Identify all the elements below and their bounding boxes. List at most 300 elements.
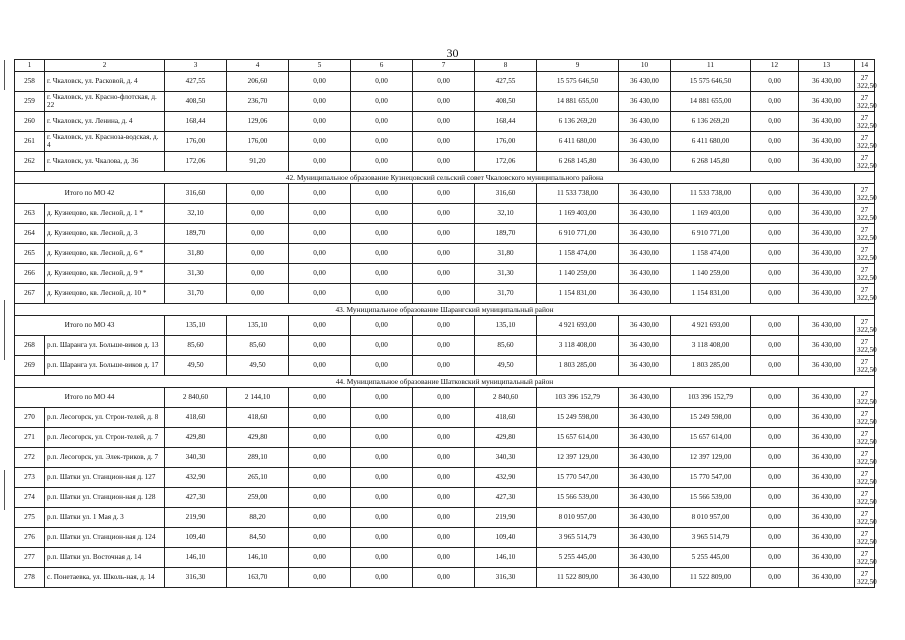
scan-edge-mark xyxy=(4,60,5,90)
row-number: 269 xyxy=(15,356,45,376)
cell-c7: 0,00 xyxy=(413,568,475,588)
address-cell: г. Чкаловск, ул. Расковой, д. 4 xyxy=(45,72,165,92)
cell-c10: 36 430,00 xyxy=(619,224,671,244)
cell-c6: 0,00 xyxy=(351,204,413,224)
column-header-6: 6 xyxy=(351,60,413,72)
housing-register-table xyxy=(14,59,875,588)
address-cell: р.п. Шатки ул. Станцион-ная д. 128 xyxy=(45,488,165,508)
cell-c12: 0,00 xyxy=(751,528,799,548)
cell-c3: 2 840,60 xyxy=(165,388,227,408)
cell-col14-top: 27 xyxy=(860,509,869,518)
cell-c5: 0,00 xyxy=(289,528,351,548)
cell-c9: 5 255 445,00 xyxy=(537,548,619,568)
cell-c6: 0,00 xyxy=(351,244,413,264)
cell-c12: 0,00 xyxy=(751,388,799,408)
cell-c5: 0,00 xyxy=(289,112,351,132)
cell-col14-top: 27 xyxy=(860,337,869,346)
cell-c3: 109,40 xyxy=(165,528,227,548)
cell-c3: 31,70 xyxy=(165,284,227,304)
cell-c3: 172,06 xyxy=(165,152,227,172)
cell-c3: 429,80 xyxy=(165,428,227,448)
cell-c11: 6 411 680,00 xyxy=(671,132,751,152)
section-title: 43. Муниципальное образование Шарангский муниципальный район xyxy=(15,304,875,316)
cell-col14-top: 27 xyxy=(860,317,869,326)
cell-c11: 14 881 655,00 xyxy=(671,92,751,112)
cell-c6: 0,00 xyxy=(351,388,413,408)
cell-col14-bottom: 322,50 xyxy=(857,81,877,90)
cell-c6: 0,00 xyxy=(351,316,413,336)
cell-c12: 0,00 xyxy=(751,264,799,284)
table-row xyxy=(15,336,875,356)
cell-col14 xyxy=(855,528,875,548)
cell-c10: 36 430,00 xyxy=(619,568,671,588)
cell-c4: 418,60 xyxy=(227,408,289,428)
cell-c10: 36 430,00 xyxy=(619,428,671,448)
address-cell: р.п. Шатки ул. Станцион-ная д. 124 xyxy=(45,528,165,548)
section-title: 44. Муниципальное образование Шатковский муниципальный район xyxy=(15,376,875,388)
cell-c5: 0,00 xyxy=(289,448,351,468)
cell-col14 xyxy=(855,92,875,112)
cell-col14-top: 27 xyxy=(860,265,869,274)
cell-c9: 1 803 285,00 xyxy=(537,356,619,376)
address-cell: д. Кузнецово, кв. Лесной, д. 1 * xyxy=(45,204,165,224)
cell-c5: 0,00 xyxy=(289,244,351,264)
address-cell: г. Чкаловск, ул. Чкалова, д. 36 xyxy=(45,152,165,172)
cell-c7: 0,00 xyxy=(413,548,475,568)
row-number: 271 xyxy=(15,428,45,448)
cell-c12: 0,00 xyxy=(751,488,799,508)
column-header-2: 2 xyxy=(45,60,165,72)
cell-c4: 0,00 xyxy=(227,284,289,304)
cell-c6: 0,00 xyxy=(351,224,413,244)
cell-c6: 0,00 xyxy=(351,568,413,588)
table-row xyxy=(15,428,875,448)
cell-c13: 36 430,00 xyxy=(799,112,855,132)
table-row xyxy=(15,112,875,132)
cell-c7: 0,00 xyxy=(413,468,475,488)
cell-c12: 0,00 xyxy=(751,316,799,336)
address-cell: с. Понетаевка, ул. Школь-ная, д. 14 xyxy=(45,568,165,588)
section-title: 42. Муниципальное образование Кузнецовский сельский совет Чкаловского муниципального района xyxy=(15,172,875,184)
cell-c12: 0,00 xyxy=(751,132,799,152)
cell-c9: 8 010 957,00 xyxy=(537,508,619,528)
cell-c4: 259,00 xyxy=(227,488,289,508)
address-cell: д. Кузнецово, кв. Лесной, д. 10 * xyxy=(45,284,165,304)
row-number: 275 xyxy=(15,508,45,528)
address-cell: г. Чкаловск, ул. Ленина, д. 4 xyxy=(45,112,165,132)
table-row xyxy=(15,528,875,548)
cell-col14 xyxy=(855,336,875,356)
cell-c10: 36 430,00 xyxy=(619,388,671,408)
column-header-12: 12 xyxy=(751,60,799,72)
address-cell: д. Кузнецово, кв. Лесной, д. 6 * xyxy=(45,244,165,264)
cell-col14 xyxy=(855,184,875,204)
cell-col14-top: 27 xyxy=(860,569,869,578)
column-header-7: 7 xyxy=(413,60,475,72)
cell-col14 xyxy=(855,284,875,304)
cell-c8: 176,00 xyxy=(475,132,537,152)
cell-col14 xyxy=(855,388,875,408)
cell-c3: 219,90 xyxy=(165,508,227,528)
cell-c7: 0,00 xyxy=(413,264,475,284)
column-header-5: 5 xyxy=(289,60,351,72)
row-number: 277 xyxy=(15,548,45,568)
cell-c5: 0,00 xyxy=(289,488,351,508)
cell-col14-top: 27 xyxy=(860,357,869,366)
cell-c7: 0,00 xyxy=(413,316,475,336)
cell-c5: 0,00 xyxy=(289,204,351,224)
cell-c4: 206,60 xyxy=(227,72,289,92)
cell-c8: 316,30 xyxy=(475,568,537,588)
address-cell: р.п. Шатки ул. Станцион-ная д. 127 xyxy=(45,468,165,488)
address-cell: р.п. Шаранга ул. Больше-виков д. 17 xyxy=(45,356,165,376)
cell-c7: 0,00 xyxy=(413,528,475,548)
cell-c11: 103 396 152,79 xyxy=(671,388,751,408)
cell-c3: 316,60 xyxy=(165,184,227,204)
cell-c11: 15 657 614,00 xyxy=(671,428,751,448)
cell-c10: 36 430,00 xyxy=(619,468,671,488)
table-row xyxy=(15,408,875,428)
cell-c13: 36 430,00 xyxy=(799,428,855,448)
cell-c3: 189,70 xyxy=(165,224,227,244)
row-number: 263 xyxy=(15,204,45,224)
cell-c5: 0,00 xyxy=(289,184,351,204)
cell-col14-top: 27 xyxy=(860,153,869,162)
cell-c11: 3 965 514,79 xyxy=(671,528,751,548)
cell-col14 xyxy=(855,316,875,336)
cell-c3: 340,30 xyxy=(165,448,227,468)
cell-c12: 0,00 xyxy=(751,428,799,448)
cell-c6: 0,00 xyxy=(351,548,413,568)
cell-c10: 36 430,00 xyxy=(619,508,671,528)
cell-col14-bottom: 322,50 xyxy=(857,417,877,426)
cell-col14 xyxy=(855,204,875,224)
row-number: 272 xyxy=(15,448,45,468)
cell-c11: 3 118 408,00 xyxy=(671,336,751,356)
cell-c8: 146,10 xyxy=(475,548,537,568)
total-row xyxy=(15,388,875,408)
cell-c13: 36 430,00 xyxy=(799,468,855,488)
column-header-9: 9 xyxy=(537,60,619,72)
table-row xyxy=(15,508,875,528)
row-number: 264 xyxy=(15,224,45,244)
address-cell: д. Кузнецово, кв. Лесной, д. 3 xyxy=(45,224,165,244)
address-cell: р.п. Шатки ул. Восточная д. 14 xyxy=(45,548,165,568)
cell-col14-top: 27 xyxy=(860,225,869,234)
cell-c10: 36 430,00 xyxy=(619,528,671,548)
cell-c5: 0,00 xyxy=(289,356,351,376)
cell-c4: 129,06 xyxy=(227,112,289,132)
cell-col14-top: 27 xyxy=(860,205,869,214)
table-row xyxy=(15,72,875,92)
row-number: 260 xyxy=(15,112,45,132)
cell-c4: 265,10 xyxy=(227,468,289,488)
cell-c11: 11 522 809,00 xyxy=(671,568,751,588)
cell-c6: 0,00 xyxy=(351,284,413,304)
cell-col14-bottom: 322,50 xyxy=(857,101,877,110)
cell-col14 xyxy=(855,448,875,468)
address-cell: г. Чкаловск, ул. Красно-флотская, д. 22 xyxy=(45,92,165,112)
column-number-header xyxy=(15,60,875,72)
cell-c13: 36 430,00 xyxy=(799,408,855,428)
table-row xyxy=(15,224,875,244)
cell-c9: 1 140 259,00 xyxy=(537,264,619,284)
cell-col14-top: 27 xyxy=(860,73,869,82)
row-number: 262 xyxy=(15,152,45,172)
cell-c11: 1 803 285,00 xyxy=(671,356,751,376)
cell-c7: 0,00 xyxy=(413,408,475,428)
cell-c8: 418,60 xyxy=(475,408,537,428)
cell-c13: 36 430,00 xyxy=(799,508,855,528)
cell-col14-bottom: 322,50 xyxy=(857,457,877,466)
cell-c3: 85,60 xyxy=(165,336,227,356)
cell-col14-top: 27 xyxy=(860,133,869,142)
cell-c8: 340,30 xyxy=(475,448,537,468)
cell-c8: 85,60 xyxy=(475,336,537,356)
column-header-13: 13 xyxy=(799,60,855,72)
cell-col14-top: 27 xyxy=(860,409,869,418)
cell-c8: 168,44 xyxy=(475,112,537,132)
cell-c8: 189,70 xyxy=(475,224,537,244)
cell-c5: 0,00 xyxy=(289,548,351,568)
cell-c11: 11 533 738,00 xyxy=(671,184,751,204)
cell-c6: 0,00 xyxy=(351,132,413,152)
cell-c8: 32,10 xyxy=(475,204,537,224)
table-row xyxy=(15,264,875,284)
cell-c8: 172,06 xyxy=(475,152,537,172)
cell-c4: 135,10 xyxy=(227,316,289,336)
cell-c13: 36 430,00 xyxy=(799,264,855,284)
cell-c3: 432,90 xyxy=(165,468,227,488)
cell-c6: 0,00 xyxy=(351,336,413,356)
cell-c9: 15 575 646,50 xyxy=(537,72,619,92)
cell-c8: 427,30 xyxy=(475,488,537,508)
cell-c4: 84,50 xyxy=(227,528,289,548)
cell-c7: 0,00 xyxy=(413,132,475,152)
address-cell: р.п. Шаранга ул. Больше-виков д. 13 xyxy=(45,336,165,356)
cell-c9: 15 770 547,00 xyxy=(537,468,619,488)
cell-c12: 0,00 xyxy=(751,224,799,244)
row-number: 268 xyxy=(15,336,45,356)
cell-c11: 1 169 403,00 xyxy=(671,204,751,224)
cell-col14-top: 27 xyxy=(860,449,869,458)
row-number: 261 xyxy=(15,132,45,152)
cell-c9: 1 169 403,00 xyxy=(537,204,619,224)
cell-col14 xyxy=(855,264,875,284)
cell-c12: 0,00 xyxy=(751,548,799,568)
cell-c12: 0,00 xyxy=(751,184,799,204)
cell-col14-top: 27 xyxy=(860,93,869,102)
cell-c5: 0,00 xyxy=(289,508,351,528)
cell-c9: 6 136 269,20 xyxy=(537,112,619,132)
cell-c4: 49,50 xyxy=(227,356,289,376)
cell-c4: 85,60 xyxy=(227,336,289,356)
cell-c7: 0,00 xyxy=(413,244,475,264)
cell-col14-bottom: 322,50 xyxy=(857,293,877,302)
cell-c13: 36 430,00 xyxy=(799,356,855,376)
cell-col14-bottom: 322,50 xyxy=(857,497,877,506)
cell-c4: 146,10 xyxy=(227,548,289,568)
cell-c7: 0,00 xyxy=(413,508,475,528)
cell-col14 xyxy=(855,428,875,448)
cell-col14-top: 27 xyxy=(860,389,869,398)
cell-c4: 0,00 xyxy=(227,244,289,264)
cell-c13: 36 430,00 xyxy=(799,184,855,204)
cell-c3: 176,00 xyxy=(165,132,227,152)
cell-c4: 163,70 xyxy=(227,568,289,588)
cell-c6: 0,00 xyxy=(351,428,413,448)
cell-col14-bottom: 322,50 xyxy=(857,577,877,586)
total-row xyxy=(15,316,875,336)
cell-c3: 316,30 xyxy=(165,568,227,588)
total-label: Итого по МО 43 xyxy=(15,316,165,336)
cell-col14-bottom: 322,50 xyxy=(857,121,877,130)
cell-c8: 429,80 xyxy=(475,428,537,448)
cell-col14-bottom: 322,50 xyxy=(857,365,877,374)
cell-c9: 15 249 598,00 xyxy=(537,408,619,428)
scan-edge-mark xyxy=(4,470,5,510)
cell-c10: 36 430,00 xyxy=(619,284,671,304)
cell-c11: 12 397 129,00 xyxy=(671,448,751,468)
cell-c11: 15 770 547,00 xyxy=(671,468,751,488)
row-number: 273 xyxy=(15,468,45,488)
cell-c12: 0,00 xyxy=(751,204,799,224)
cell-c9: 15 657 614,00 xyxy=(537,428,619,448)
column-header-8: 8 xyxy=(475,60,537,72)
cell-c12: 0,00 xyxy=(751,284,799,304)
address-cell: г. Чкаловск, ул. Красноза-водская, д. 4 xyxy=(45,132,165,152)
cell-c13: 36 430,00 xyxy=(799,92,855,112)
cell-c9: 6 411 680,00 xyxy=(537,132,619,152)
cell-c7: 0,00 xyxy=(413,388,475,408)
table-row xyxy=(15,488,875,508)
cell-c7: 0,00 xyxy=(413,284,475,304)
cell-col14-top: 27 xyxy=(860,285,869,294)
cell-c13: 36 430,00 xyxy=(799,152,855,172)
cell-col14-top: 27 xyxy=(860,429,869,438)
cell-col14-bottom: 322,50 xyxy=(857,213,877,222)
cell-c5: 0,00 xyxy=(289,264,351,284)
row-number: 265 xyxy=(15,244,45,264)
row-number: 278 xyxy=(15,568,45,588)
cell-c13: 36 430,00 xyxy=(799,204,855,224)
address-cell: р.п. Лесогорск, ул. Элек-триков, д. 7 xyxy=(45,448,165,468)
cell-c5: 0,00 xyxy=(289,132,351,152)
cell-c8: 49,50 xyxy=(475,356,537,376)
cell-c13: 36 430,00 xyxy=(799,448,855,468)
cell-c3: 427,30 xyxy=(165,488,227,508)
cell-c9: 11 522 809,00 xyxy=(537,568,619,588)
cell-col14 xyxy=(855,508,875,528)
table-row xyxy=(15,448,875,468)
cell-c9: 1 154 831,00 xyxy=(537,284,619,304)
cell-c12: 0,00 xyxy=(751,152,799,172)
cell-c6: 0,00 xyxy=(351,152,413,172)
cell-col14-bottom: 322,50 xyxy=(857,273,877,282)
address-cell: р.п. Лесогорск, ул. Строи-телей, д. 7 xyxy=(45,428,165,448)
row-number: 266 xyxy=(15,264,45,284)
cell-col14-top: 27 xyxy=(860,113,869,122)
row-number: 267 xyxy=(15,284,45,304)
cell-col14 xyxy=(855,72,875,92)
cell-c13: 36 430,00 xyxy=(799,388,855,408)
cell-c13: 36 430,00 xyxy=(799,488,855,508)
cell-c12: 0,00 xyxy=(751,72,799,92)
cell-c10: 36 430,00 xyxy=(619,184,671,204)
cell-c9: 103 396 152,79 xyxy=(537,388,619,408)
cell-c10: 36 430,00 xyxy=(619,336,671,356)
cell-c10: 36 430,00 xyxy=(619,264,671,284)
cell-c5: 0,00 xyxy=(289,408,351,428)
cell-c4: 0,00 xyxy=(227,184,289,204)
cell-c5: 0,00 xyxy=(289,316,351,336)
cell-c10: 36 430,00 xyxy=(619,448,671,468)
cell-c5: 0,00 xyxy=(289,428,351,448)
cell-c4: 236,70 xyxy=(227,92,289,112)
address-cell: р.п. Лесогорск, ул. Строи-телей, д. 8 xyxy=(45,408,165,428)
column-header-3: 3 xyxy=(165,60,227,72)
cell-c13: 36 430,00 xyxy=(799,316,855,336)
cell-c4: 176,00 xyxy=(227,132,289,152)
cell-c11: 1 158 474,00 xyxy=(671,244,751,264)
cell-c10: 36 430,00 xyxy=(619,112,671,132)
cell-c13: 36 430,00 xyxy=(799,548,855,568)
address-cell: д. Кузнецово, кв. Лесной, д. 9 * xyxy=(45,264,165,284)
cell-c11: 1 140 259,00 xyxy=(671,264,751,284)
column-header-14: 14 xyxy=(855,60,875,72)
table-row xyxy=(15,92,875,112)
cell-c6: 0,00 xyxy=(351,468,413,488)
cell-c5: 0,00 xyxy=(289,152,351,172)
cell-col14-top: 27 xyxy=(860,549,869,558)
section-heading-row xyxy=(15,172,875,184)
cell-c3: 135,10 xyxy=(165,316,227,336)
cell-c7: 0,00 xyxy=(413,428,475,448)
cell-col14-bottom: 322,50 xyxy=(857,141,877,150)
cell-c10: 36 430,00 xyxy=(619,488,671,508)
cell-c8: 432,90 xyxy=(475,468,537,488)
table-row xyxy=(15,204,875,224)
cell-c4: 289,10 xyxy=(227,448,289,468)
cell-col14-bottom: 322,50 xyxy=(857,517,877,526)
row-number: 259 xyxy=(15,92,45,112)
cell-c10: 36 430,00 xyxy=(619,356,671,376)
cell-col14 xyxy=(855,224,875,244)
cell-c8: 219,90 xyxy=(475,508,537,528)
cell-col14-bottom: 322,50 xyxy=(857,161,877,170)
cell-c8: 135,10 xyxy=(475,316,537,336)
cell-c5: 0,00 xyxy=(289,224,351,244)
section-heading-row xyxy=(15,304,875,316)
column-header-10: 10 xyxy=(619,60,671,72)
cell-c5: 0,00 xyxy=(289,336,351,356)
cell-col14-top: 27 xyxy=(860,489,869,498)
column-header-1: 1 xyxy=(15,60,45,72)
cell-c8: 31,30 xyxy=(475,264,537,284)
cell-c11: 6 910 771,00 xyxy=(671,224,751,244)
row-number: 270 xyxy=(15,408,45,428)
cell-c12: 0,00 xyxy=(751,468,799,488)
cell-c6: 0,00 xyxy=(351,448,413,468)
cell-c13: 36 430,00 xyxy=(799,528,855,548)
cell-col14 xyxy=(855,112,875,132)
cell-c9: 15 566 539,00 xyxy=(537,488,619,508)
total-row xyxy=(15,184,875,204)
cell-c5: 0,00 xyxy=(289,72,351,92)
cell-col14-top: 27 xyxy=(860,469,869,478)
table-row xyxy=(15,152,875,172)
cell-c3: 31,80 xyxy=(165,244,227,264)
